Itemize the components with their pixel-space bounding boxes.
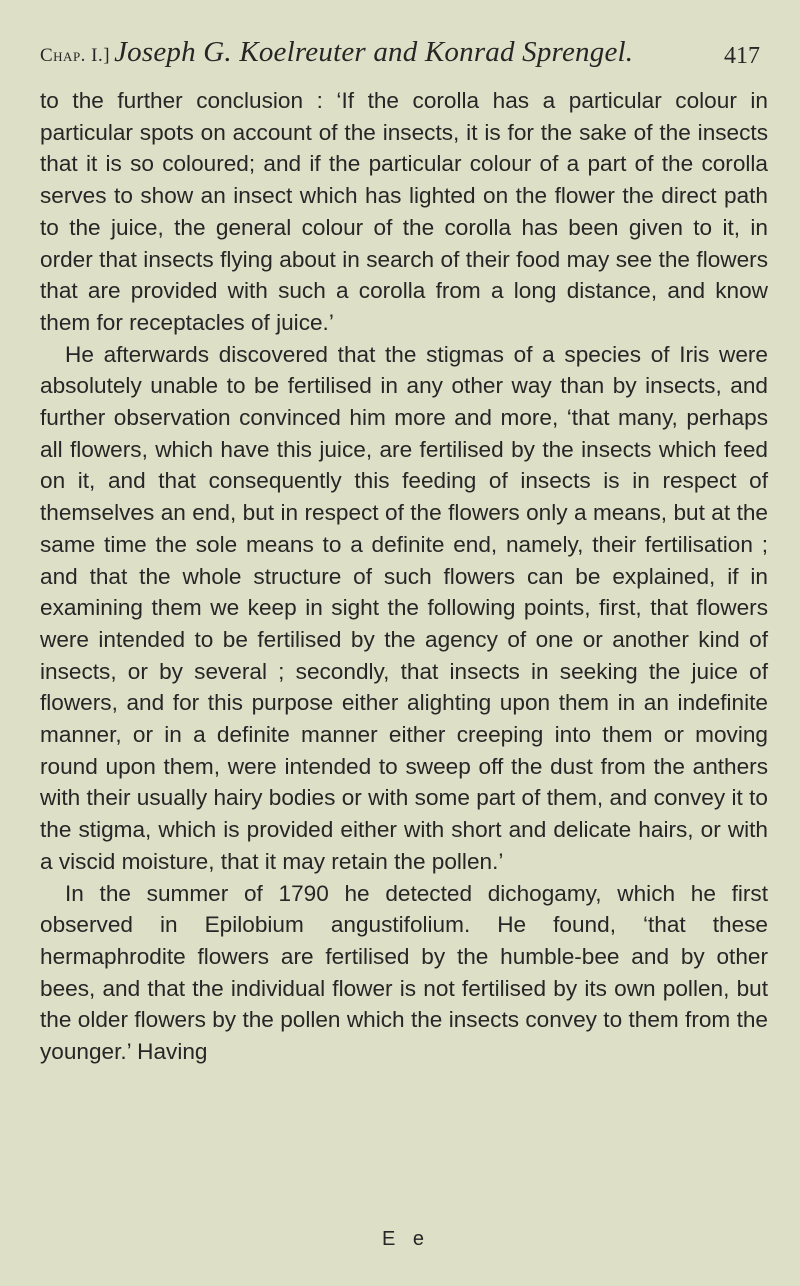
- page-number: 417: [724, 43, 760, 69]
- chapter-label: Chap. I.]: [40, 45, 111, 66]
- running-head: [40, 36, 760, 82]
- paragraph-iris: He afterwards discovered that the stigmas of a species of Iris were absolutely unable to be fertilised in any other way than by insects, and further observation convinced him more and more, ‘that many, perhaps all flowers, which have this juice, are fertilised by the insects which feed on it, and that consequently this feeding of insects is in respect of themselves an end, but in respect of the flowers only a means, but at the same time the sole means to a definite end, namely, their fertilisation ; and that the whole structure of such flowers can be explained, if in examining them we keep in sight the following points, first, that flowers were intended to be fertilised by the agency of one or another kind of insects, or by several ; secondly, that insects in seeking the juice of flowers, and for this purpose either alighting upon them in an indefinite manner, or in a definite manner either creeping into them or moving round upon them, were intended to sweep off the dust from the anthers with their usually hairy bodies or with some part of them, and convey it to the stigma, which is provided either with short and delicate hairs, or with a viscid moisture, that it may retain the pollen.’: [40, 341, 768, 874]
- running-title: Joseph G. Koelreuter and Konrad Sprengel.: [114, 36, 634, 68]
- paragraph-continued: to the further conclusion : ‘If the corolla has a particular colour in particular spots on account of the insects, it is for the sake of the insects that it is so coloured; and if the particular colour of a part of the corolla serves to show an insect which has lighted on the flower the direct path to the juice, the general colour of the corolla has been given to it, in order that insects flying about in search of their food may see the flowers that are provided with such a corolla from a long distance, and know them for receptacles of juice.’: [40, 88, 768, 335]
- body-text: [40, 85, 768, 1068]
- signature-mark: E e: [381, 1228, 431, 1250]
- paragraph-dichogamy: In the summer of 1790 he detected dichogamy, which he first observed in Epilobium angustifolium. He found, ‘that these hermaphrodite flowers are fertilised by the humble-bee and by other bees, and that the individual flower is not fertilised by its own pollen, but the older flowers by the pollen which the insects convey to them from the younger.’ Having: [40, 880, 768, 1065]
